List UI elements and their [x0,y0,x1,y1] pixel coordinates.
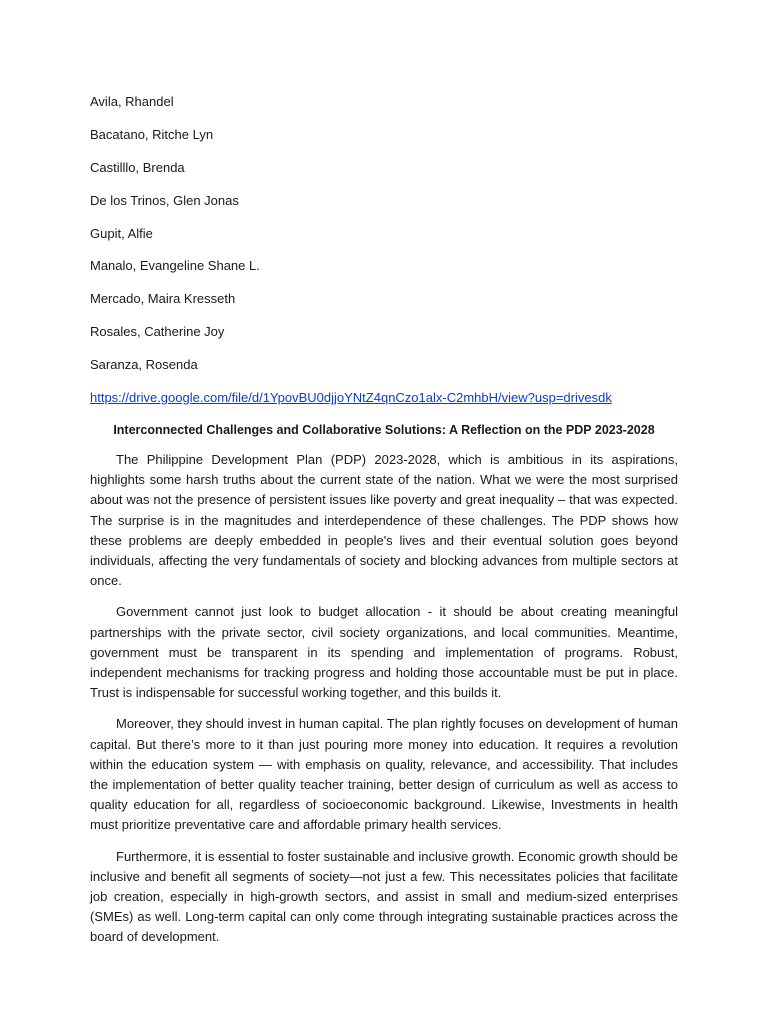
body-paragraph: Moreover, they should invest in human capital. The plan rightly focuses on development of human capital. But there’s more to it than just pouring more money into education. It requires a revolution within the education system — with emphasis on quality, relevance, and accessibility. That includes the implementation of better quality teacher training, better design of curriculum as well as access to quality education for all, regardless of socioeconomic background. Likewise, Investments in health must prioritize preventative care and affordable primary health services. [90,716,678,833]
drive-link[interactable]: https://drive.google.com/file/d/1YpovBU0djjoYNtZ4qnCzo1alx-C2mhbH/view?usp=drivesdk [90,390,612,406]
author-list [90,92,678,375]
author-name: De los Trinos, Glen Jonas [90,192,239,208]
body-paragraph: Government cannot just look to budget allocation - it should be about creating meaningful partnerships with the private sector, civil society organizations, and local communities. Meantime, government must be transparent in its spending and implementation of programs. Robust, independent mechanisms for tracking progress and holding those accountable must be put in place. Trust is indispensable for successful working together, and this builds it. [90,604,678,701]
author-name: Avila, Rhandel [90,94,174,109]
author-name: Manalo, Evangeline Shane L. [90,258,260,274]
body-paragraph: The Philippine Development Plan (PDP) 2023-2028, which is ambitious in its aspirations, highlights some harsh truths about the current state of the nation. What we were the most surprised about was not the presence of persistent issues like poverty and great inequality – that was expected. The surprise is in the magnitudes and interdependence of these challenges. The PDP shows how these problems are deeply embedded in people's lives and their eventual solution goes beyond individuals, affecting the very fundamentals of society and blocking advances from multiple sectors at once. [90,452,678,589]
author-name: Bacatano, Ritche Lyn [90,126,214,142]
document-title: Interconnected Challenges and Collaborative Solutions: A Reflection on the PDP 2023-2028 [113,423,655,438]
body-paragraph: Furthermore, it is essential to foster sustainable and inclusive growth. Economic growth should be inclusive and benefit all segments of society—not just a few. This necessitates policies that facilitate job creation, especially in high-growth sectors, and assist in small and medium-sized enterprises (SMEs) as well. Long-term capital can only come through integrating sustainable practices across the board of development. [90,848,678,945]
author-name: Gupit, Alfie [90,225,153,241]
author-name: Castilllo, Brenda [90,159,185,175]
author-name: Rosales, Catherine Joy [90,324,225,340]
author-name: Saranza, Rosenda [90,357,198,373]
document-page [90,92,678,959]
author-name: Mercado, Maira Kresseth [90,291,236,307]
